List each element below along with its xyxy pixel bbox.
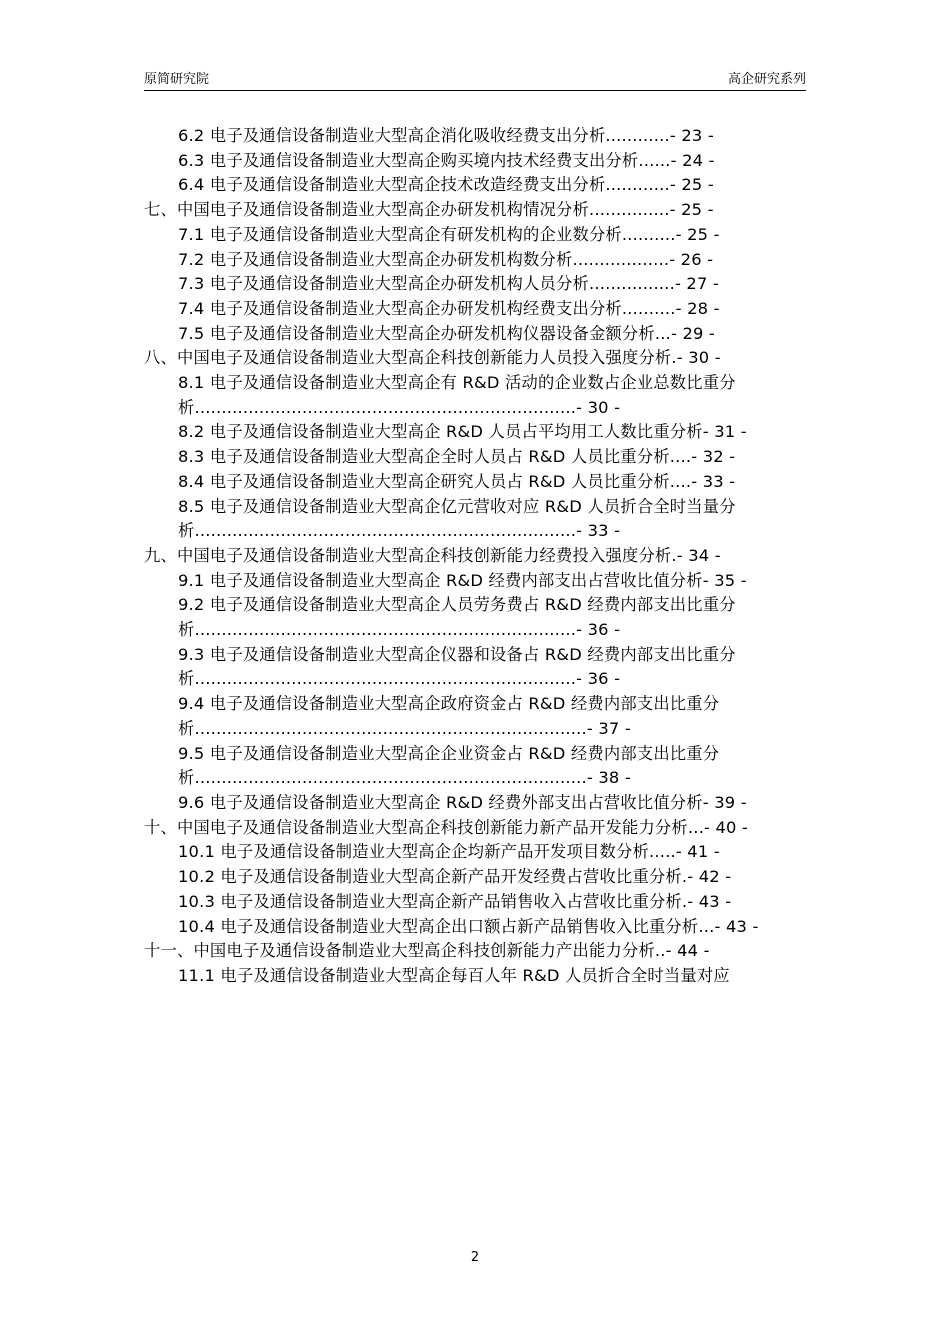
toc-section-entry[interactable]: 8.4 电子及通信设备制造业大型高企研究人员占 R&D 人员比重分析....- 33 - [178,471,736,491]
toc-section-entry[interactable]: 9.4 电子及通信设备制造业大型高企政府资金占 R&D 经费内部支出比重分析.........................................................................- 37 - [178,694,720,738]
toc-section-entry[interactable]: 11.1 电子及通信设备制造业大型高企每百人年 R&D 人员折合全时当量对应 [178,965,730,985]
toc-section-entry[interactable]: 10.3 电子及通信设备制造业大型高企新产品销售收入占营收比重分析.- 43 - [178,891,732,911]
toc-chapter-entry[interactable]: 九、中国电子及通信设备制造业大型高企科技创新能力经费投入强度分析.- 34 - [144,545,721,565]
toc-section-entry[interactable]: 7.3 电子及通信设备制造业大型高企办研发机构人员分析................- 27 - [178,274,719,294]
page-header [144,68,806,91]
toc-section-entry[interactable]: 7.4 电子及通信设备制造业大型高企办研发机构经费支出分析..........- 28 - [178,298,720,318]
toc-section-entry[interactable]: 8.1 电子及通信设备制造业大型高企有 R&D 活动的企业数占企业总数比重分析.......................................................................- 30 - [178,373,736,417]
toc-section-entry[interactable]: 9.2 电子及通信设备制造业大型高企人员劳务费占 R&D 经费内部支出比重分析.......................................................................- 36 - [178,595,736,640]
toc-section-entry[interactable]: 9.1 电子及通信设备制造业大型高企 R&D 经费内部支出占营收比值分析- 35 - [178,570,747,590]
toc-section-entry[interactable]: 10.1 电子及通信设备制造业大型高企企均新产品开发项目数分析.....- 41 - [178,842,720,862]
toc-chapter-entry[interactable]: 十、中国电子及通信设备制造业大型高企科技创新能力新产品开发能力分析...- 40 - [144,817,749,837]
toc-chapter-entry[interactable]: 十一、中国电子及通信设备制造业大型高企科技创新能力产出能力分析..- 44 - [144,941,710,961]
page-number: 2 [470,1250,480,1265]
toc-section-entry[interactable]: 9.6 电子及通信设备制造业大型高企 R&D 经费外部支出占营收比值分析- 39 - [178,792,747,812]
toc-chapter-entry[interactable]: 七、中国电子及通信设备制造业大型高企办研发机构情况分析...............- 25 - [144,200,714,220]
toc-section-entry[interactable]: 7.1 电子及通信设备制造业大型高企有研发机构的企业数分析..........- 25 - [178,224,720,244]
header-series-title: 高企研究系列 [727,72,806,87]
toc-section-entry[interactable]: 10.2 电子及通信设备制造业大型高企新产品开发经费占营收比重分析.- 42 - [178,867,732,887]
toc-section-entry[interactable]: 6.4 电子及通信设备制造业大型高企技术改造经费支出分析............- 25 - [178,175,714,195]
toc-section-entry[interactable]: 8.5 电子及通信设备制造业大型高企亿元营收对应 R&D 人员折合全时当量分析.......................................................................- 33 - [178,496,736,541]
toc-section-entry[interactable]: 8.3 电子及通信设备制造业大型高企全时人员占 R&D 人员比重分析....- 32 - [178,447,736,467]
table-of-contents [144,124,808,989]
toc-section-entry[interactable]: 6.2 电子及通信设备制造业大型高企消化吸收经费支出分析............- 23 - [178,126,714,145]
toc-section-entry[interactable]: 9.5 电子及通信设备制造业大型高企企业资金占 R&D 经费内部支出比重分析.........................................................................- 38 - [178,743,720,788]
toc-section-entry[interactable]: 10.4 电子及通信设备制造业大型高企出口额占新产品销售收入比重分析...- 43 - [178,916,759,936]
toc-chapter-entry[interactable]: 八、中国电子及通信设备制造业大型高企科技创新能力人员投入强度分析.- 30 - [144,348,721,368]
toc-section-entry[interactable]: 8.2 电子及通信设备制造业大型高企 R&D 人员占平均用工人数比重分析- 31 - [178,422,747,442]
toc-section-entry[interactable]: 7.2 电子及通信设备制造业大型高企办研发机构数分析..................- 26 - [178,249,714,269]
header-organization: 原简研究院 [144,72,210,87]
toc-section-entry[interactable]: 9.3 电子及通信设备制造业大型高企仪器和设备占 R&D 经费内部支出比重分析.......................................................................- 36 - [178,644,736,689]
toc-section-entry[interactable]: 6.3 电子及通信设备制造业大型高企购买境内技术经费支出分析......- 24 - [178,150,715,170]
toc-section-entry[interactable]: 7.5 电子及通信设备制造业大型高企办研发机构仪器设备金额分析...- 29 - [178,323,716,343]
